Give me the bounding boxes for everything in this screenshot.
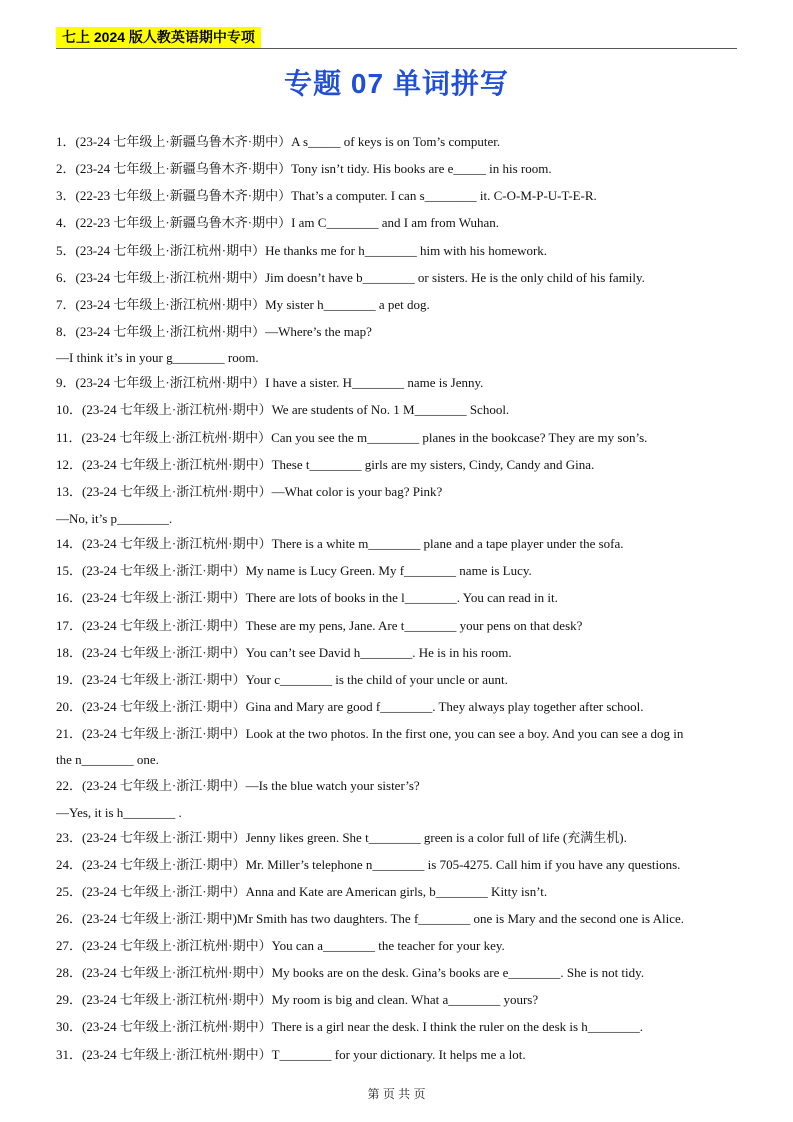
- question-line: 23．(23-24 七年级上·浙江·期中）Jenny likes green. She t________ green is a color full of life (充满生机).: [56, 830, 627, 845]
- question-line: 28．(23-24 七年级上·浙江杭州·期中）My books are on the desk. Gina’s books are e________. She is not tidy.: [56, 965, 645, 980]
- question-line: 17．(23-24 七年级上·浙江·期中）These are my pens, Jane. Are t________ your pens on that desk?: [56, 618, 583, 633]
- page-title: 专题 07 单词拼写: [284, 68, 509, 99]
- question-line: 20．(23-24 七年级上·浙江·期中）Gina and Mary are good f________. They always play together after school.: [56, 699, 644, 714]
- question-line: 10．(23-24 七年级上·浙江杭州·期中）We are students of No. 1 M________ School.: [56, 402, 510, 417]
- page-footer: 第 页 共 页: [367, 1087, 426, 1101]
- question-line: 19．(23-24 七年级上·浙江·期中）Your c________ is the child of your uncle or aunt.: [56, 672, 508, 687]
- question-line: 27．(23-24 七年级上·浙江杭州·期中）You can a________ the teacher for your key.: [56, 938, 505, 953]
- header-tag: 七上 2024 版人教英语期中专项: [56, 27, 261, 48]
- question-line: 12．(23-24 七年级上·浙江杭州·期中）These t________ girls are my sisters, Cindy, Candy and Gina.: [56, 457, 595, 472]
- question-line: 29．(23-24 七年级上·浙江杭州·期中）My room is big and clean. What a________ yours?: [56, 992, 539, 1007]
- question-line: 31．(23-24 七年级上·浙江杭州·期中）T________ for your dictionary. It helps me a lot.: [56, 1047, 526, 1062]
- question-line: 13．(23-24 七年级上·浙江杭州·期中）—What color is your bag? Pink?: [56, 484, 443, 499]
- question-line: 16．(23-24 七年级上·浙江·期中）There are lots of books in the l________. You can read in it.: [56, 590, 558, 605]
- question-line: 15．(23-24 七年级上·浙江·期中）My name is Lucy Green. My f________ name is Lucy.: [56, 563, 532, 578]
- question-line: 5．(23-24 七年级上·浙江杭州·期中）He thanks me for h________ him with his homework.: [56, 243, 548, 258]
- answer-line: —No, it’s p________.: [56, 511, 173, 526]
- question-line: 6．(23-24 七年级上·浙江杭州·期中）Jim doesn’t have b________ or sisters. He is the only child of his family.: [56, 270, 645, 285]
- question-line: 8．(23-24 七年级上·浙江杭州·期中）—Where’s the map?: [56, 324, 372, 339]
- answer-line: —Yes, it is h________ .: [56, 805, 182, 820]
- question-line: 25．(23-24 七年级上·浙江·期中）Anna and Kate are American girls, b________ Kitty isn’t.: [56, 884, 548, 899]
- answer-line: —I think it’s in your g________ room.: [56, 350, 259, 365]
- question-line: 18．(23-24 七年级上·浙江·期中）You can’t see David h________. He is in his room.: [56, 645, 512, 660]
- question-line: 24．(23-24 七年级上·浙江·期中）Mr. Miller’s telephone n________ is 705-4275. Call him if you have any questions.: [56, 857, 681, 872]
- continuation-line: the n________ one.: [56, 752, 159, 767]
- question-line: 22．(23-24 七年级上·浙江·期中）—Is the blue watch your sister’s?: [56, 778, 420, 793]
- question-line: 21．(23-24 七年级上·浙江·期中）Look at the two photos. In the first one, you can see a boy. And you can see a dog in: [56, 726, 684, 741]
- question-line: 26．(23-24 七年级上·浙江·期中)Mr Smith has two daughters. The f________ one is Mary and the second one is Alice.: [56, 911, 684, 926]
- question-line: 1．(23-24 七年级上·新疆乌鲁木齐·期中）A s_____ of keys is on Tom’s computer.: [56, 134, 501, 149]
- question-line: 11．(23-24 七年级上·浙江杭州·期中）Can you see the m________ planes in the bookcase? They are my son’s.: [56, 430, 648, 445]
- question-line: 14．(23-24 七年级上·浙江杭州·期中）There is a white m________ plane and a tape player under the sofa.: [56, 536, 624, 551]
- header-divider: [56, 48, 737, 49]
- question-line: 4．(22-23 七年级上·新疆乌鲁木齐·期中）I am C________ and I am from Wuhan.: [56, 215, 499, 230]
- question-line: 9．(23-24 七年级上·浙江杭州·期中）I have a sister. H________ name is Jenny.: [56, 375, 484, 390]
- question-line: 30．(23-24 七年级上·浙江杭州·期中）There is a girl near the desk. I think the ruler on the desk is h________.: [56, 1019, 644, 1034]
- question-line: 3．(22-23 七年级上·新疆乌鲁木齐·期中）That’s a computer. I can s________ it. C-O-M-P-U-T-E-R.: [56, 188, 597, 203]
- question-line: 2．(23-24 七年级上·新疆乌鲁木齐·期中）Tony isn’t tidy. His books are e_____ in his room.: [56, 161, 552, 176]
- question-line: 7．(23-24 七年级上·浙江杭州·期中）My sister h________ a pet dog.: [56, 297, 430, 312]
